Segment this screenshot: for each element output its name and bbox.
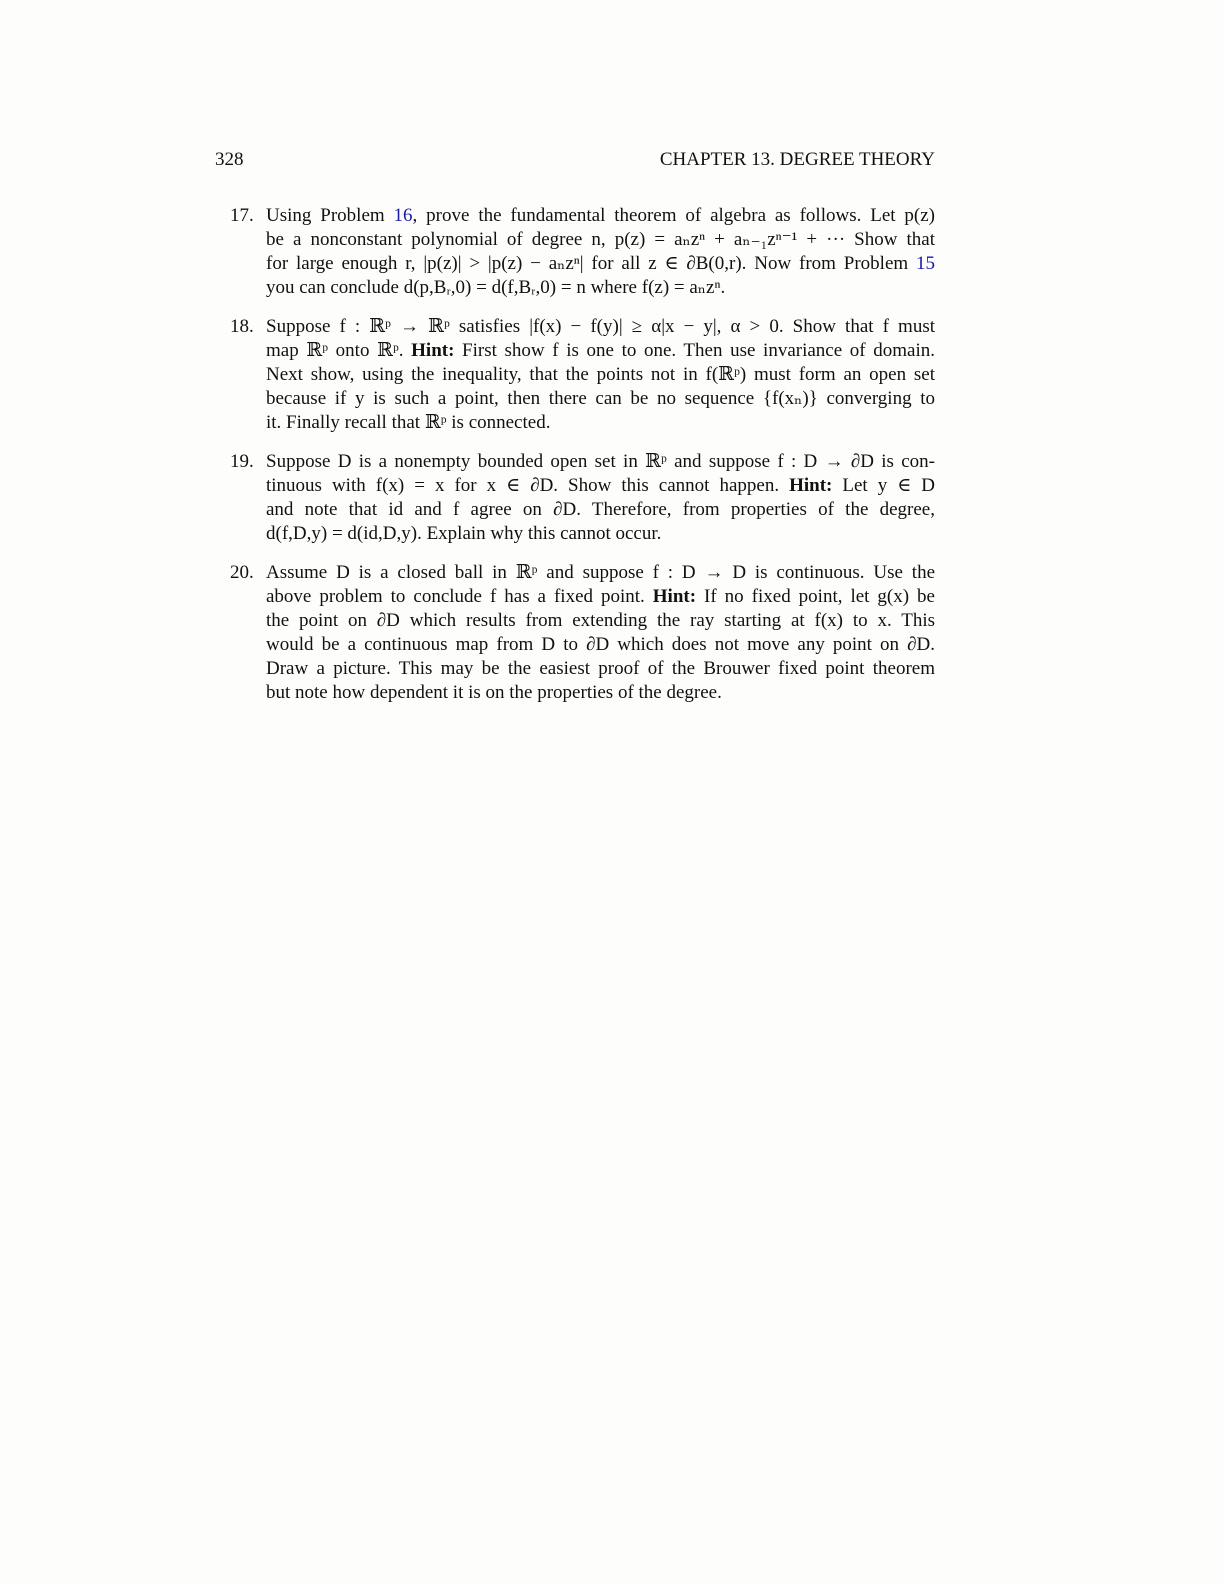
problem-line: Next show, using the inequality, that the points not in f(ℝᵖ) must form an open set [266, 364, 935, 385]
hint-label: Hint: [789, 475, 833, 496]
hint-label: Hint: [652, 586, 697, 607]
cross-reference-link[interactable]: 15 [916, 253, 935, 274]
problem-line: would be a continuous map from D to ∂D which does not move any point on ∂D. [266, 634, 935, 655]
problem-line: Assume D is a closed ball in ℝᵖ and suppose f : D → D is continuous. Use the [266, 562, 935, 583]
problem-line: above problem to conclude f has a fixed point. Hint: If no fixed point, let g(x) be [266, 586, 935, 607]
page-number: 328 [215, 149, 244, 170]
problem-number: 19. [230, 451, 254, 472]
problem-line: it. Finally recall that ℝᵖ is connected. [266, 412, 551, 433]
problem-20 [215, 561, 935, 705]
problem-line: Draw a picture. This may be the easiest proof of the Brouwer fixed point theorem [266, 658, 935, 679]
chapter-title: CHAPTER 13. DEGREE THEORY [659, 149, 935, 170]
problem-number: 17. [230, 205, 254, 226]
problem-line: you can conclude d(p,Bᵣ,0) = d(f,Bᵣ,0) = n where f(z) = aₙzⁿ. [266, 277, 726, 298]
problem-19 [215, 450, 935, 546]
problem-number: 18. [230, 316, 254, 337]
problem-17 [215, 204, 935, 300]
problem-line: Suppose D is a nonempty bounded open set in ℝᵖ and suppose f : D → ∂D is con- [266, 451, 935, 472]
problem-line: Using Problem 16, prove the fundamental theorem of algebra as follows. Let p(z) [266, 205, 935, 226]
problem-line: be a nonconstant polynomial of degree n, p(z) = aₙzⁿ + aₙ₋₁zⁿ⁻¹ + ··· Show that [266, 229, 935, 250]
problem-list [215, 204, 935, 720]
problem-18 [215, 315, 935, 435]
cross-reference-link[interactable]: 16 [393, 205, 413, 226]
problem-number: 20. [230, 562, 254, 583]
problem-line: map ℝᵖ onto ℝᵖ. Hint: First show f is one to one. Then use invariance of domain. [266, 340, 935, 361]
hint-label: Hint: [411, 340, 455, 361]
problem-line: for large enough r, |p(z)| > |p(z) − aₙzⁿ| for all z ∈ ∂B(0,r). Now from Problem 15 [266, 253, 935, 274]
problem-line: Suppose f : ℝᵖ → ℝᵖ satisfies |f(x) − f(y)| ≥ α|x − y|, α > 0. Show that f must [266, 316, 935, 337]
problem-line: because if y is such a point, then there can be no sequence {f(xₙ)} converging to [266, 388, 935, 409]
problem-line: the point on ∂D which results from extending the ray starting at f(x) to x. This [266, 610, 935, 631]
problem-line: tinuous with f(x) = x for x ∈ ∂D. Show this cannot happen. Hint: Let y ∈ D [266, 475, 936, 496]
problem-line: and note that id and f agree on ∂D. Therefore, from properties of the degree, [266, 499, 935, 520]
problem-line: d(f,D,y) = d(id,D,y). Explain why this cannot occur. [266, 523, 662, 544]
problem-line: but note how dependent it is on the properties of the degree. [266, 682, 722, 703]
